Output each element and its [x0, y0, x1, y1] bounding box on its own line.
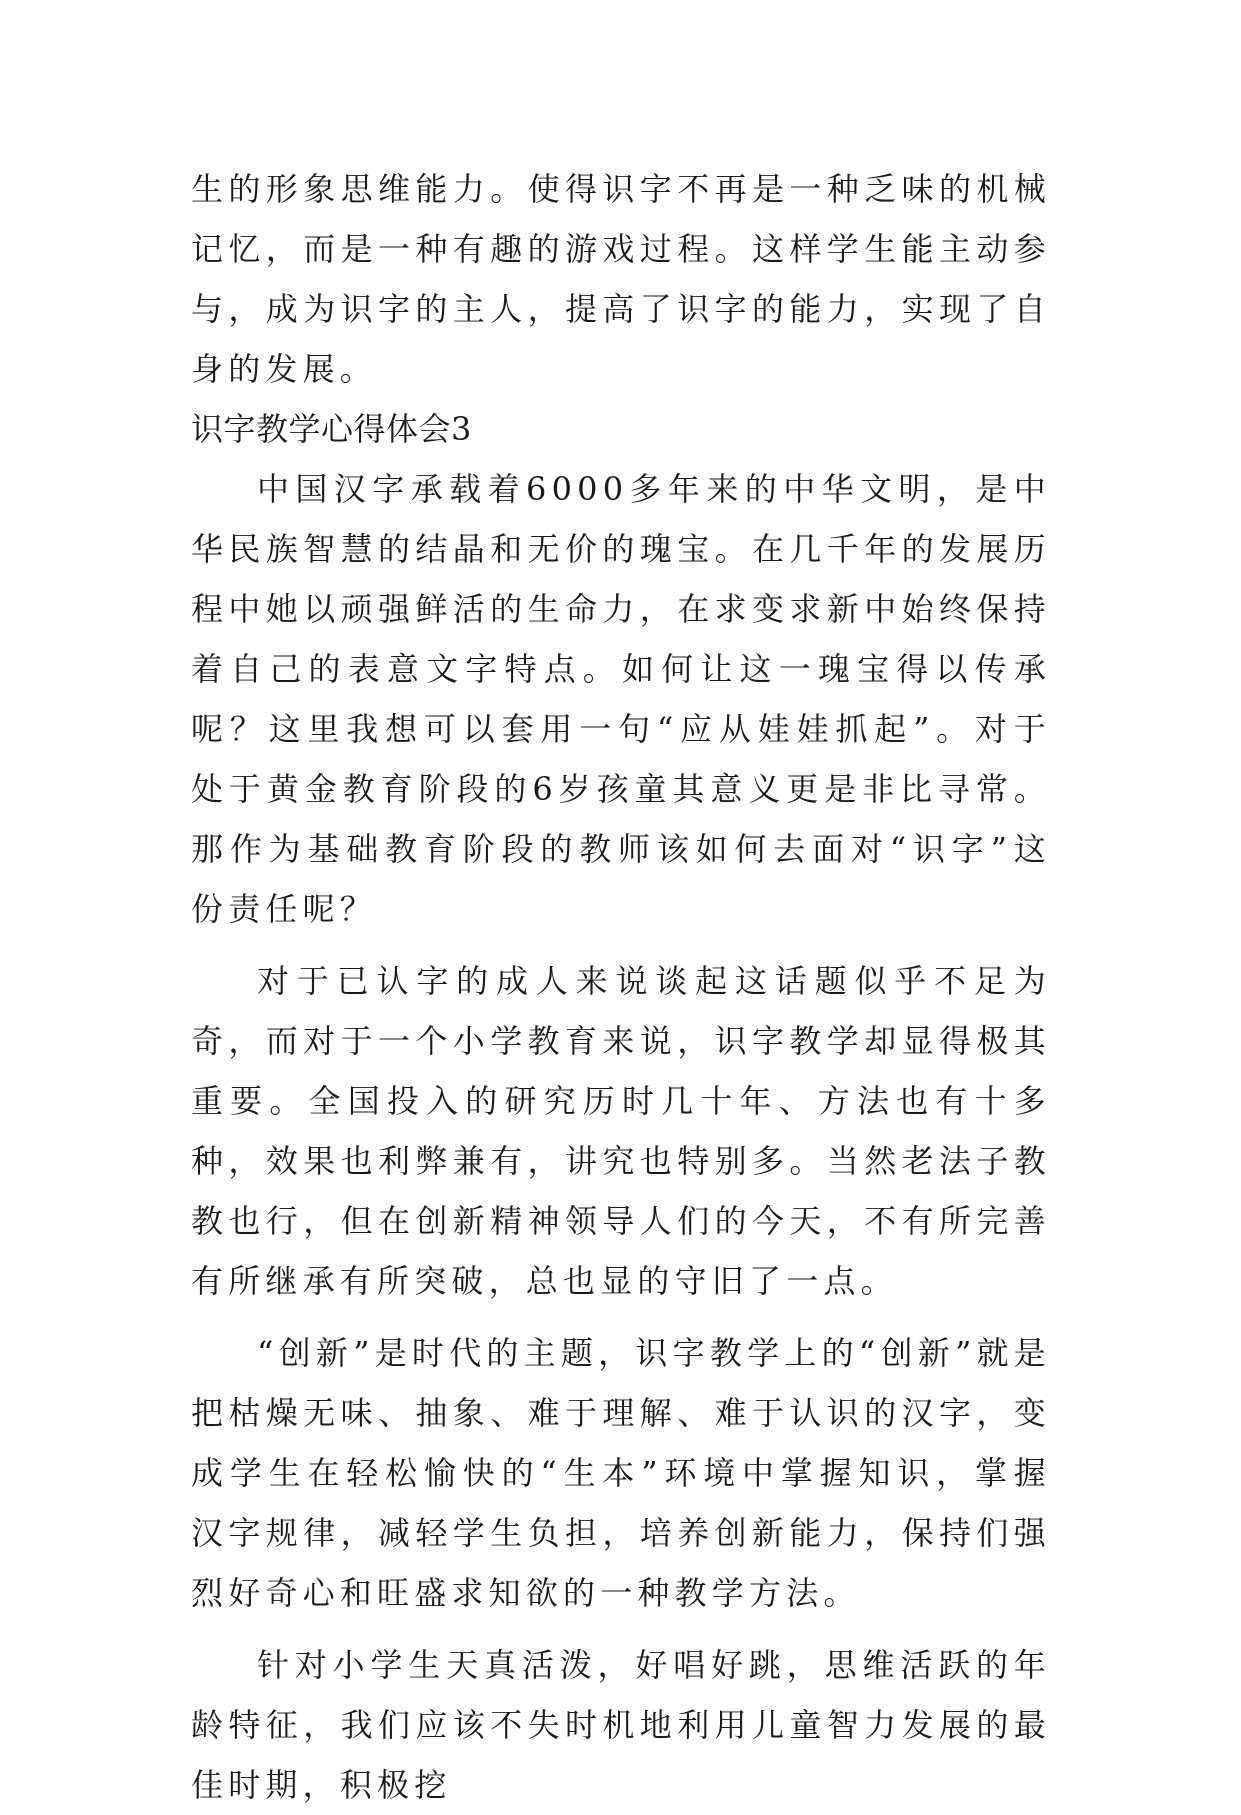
paragraph-intro: 中国汉字承载着6000多年来的中华文明，是中华民族智慧的结晶和无价的瑰宝。在几千年的发展历程中她以顽强鲜活的生命力，在求变求新中始终保持着自己的表意文字特点。如何让这一瑰宝得以传承呢？这里我想可以套用一句“应从娃娃抓起”。对于处于黄金教育阶段的6岁孩童其意义更是非比寻常。那作为基础教育阶段的教师该如何去面对“识字”这份责任呢？ [191, 470, 1051, 928]
paragraph-student-characteristics: 针对小学生天真活泼，好唱好跳，思维活跃的年龄特征，我们应该不失时机地利用儿童智力发展的最佳时期，积极挖 [191, 1646, 1051, 1804]
paragraph-literacy-importance: 对于已认字的成人来说谈起这话题似乎不足为奇，而对于一个小学教育来说，识字教学却显得极其重要。全国投入的研究历时几十年、方法也有十多种，效果也利弊兼有，讲究也特别多。当然老法子教教也行，但在创新精神领导人们的今天，不有所完善有所继承有所突破，总也显的守旧了一点。 [191, 962, 1051, 1300]
section-heading: 识字教学心得体会3 [191, 410, 472, 448]
paragraph-continuation: 生的形象思维能力。使得识字不再是一种乏味的机械记忆，而是一种有趣的游戏过程。这样学生能主动参与，成为识字的主人，提高了识字的能力，实现了自身的发展。 [191, 170, 1051, 388]
document-body [191, 159, 1051, 1815]
paragraph-innovation: “创新”是时代的主题，识字教学上的“创新”就是把枯燥无味、抽象、难于理解、难于认识的汉字，变成学生在轻松愉快的“生本”环境中掌握知识，掌握汉字规律，减轻学生负担，培养创新能力，保持们强烈好奇心和旺盛求知欲的一种教学方法。 [191, 1334, 1051, 1612]
